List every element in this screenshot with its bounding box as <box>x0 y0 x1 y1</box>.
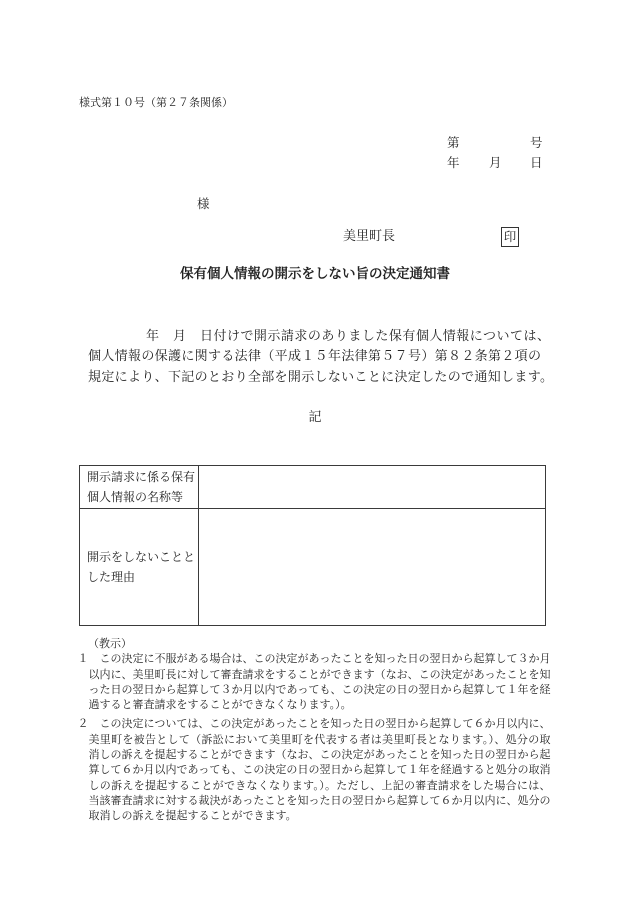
notice-item-number: １ <box>77 652 89 666</box>
table-label-line: 開示請求に係る保有 <box>87 470 196 484</box>
record-heading: 記 <box>308 409 322 425</box>
notice-line <box>0 651 630 666</box>
notice-item-2 <box>0 716 630 823</box>
body-line-3: 規定により、下記のとおり全部を開示しないことに決定したので通知します。 <box>88 369 553 385</box>
body-line-2: 個人情報の保護に関する法律（平成１５年法律第５７号）第８２条第２項の <box>88 349 541 364</box>
notice-line: 美里町を被告として（訴訟において美里町を代表する者は美里町長となります。）、処分の取 <box>88 732 551 746</box>
notice-line: しの訴えを提起することができなくなります。）。ただし、上記の審査請求をした場合には、 <box>88 778 551 792</box>
date-year-label: 年 <box>447 155 460 170</box>
reference-number-prefix: 第 <box>447 135 460 150</box>
table-row-name <box>80 466 545 508</box>
body-line-1: 年 月 日付けで開示請求のありました保有個人情報については、 <box>146 328 550 344</box>
table-row-reason <box>80 508 545 625</box>
form-table <box>79 465 546 626</box>
notice-line: 消しの訴えを提起することができます（なお、この決定があったことを知った日の翌日から起 <box>88 747 551 761</box>
reason-value-cell <box>199 509 545 625</box>
notice-line-text: この決定については、この決定があったことを知った日の翌日から起算して６か月以内に、 <box>99 717 551 731</box>
name-value-cell <box>199 466 545 508</box>
table-label-cell <box>80 466 199 508</box>
notice-line: 当該審査請求に対する裁決があったことを知った日の翌日から起算して６か月以内に、処分の <box>88 793 551 807</box>
date-day-label: 日 <box>530 155 543 170</box>
notice-line: 算して６か月以内であっても、この決定の日の翌日から起算して１年を経過すると処分の取消 <box>88 763 551 777</box>
notice-heading: （教示） <box>88 636 132 650</box>
table-label-line: 個人情報の名称等 <box>87 490 184 504</box>
addressee-honorific: 様 <box>197 196 210 211</box>
notice-line: 以内に、美里町長に対して審査請求をすることができます（なお、この決定があったことを知 <box>88 667 551 681</box>
notice-line: 取消しの訴えを提起することができます。 <box>88 809 297 823</box>
form-number: 様式第１０号（第２７条関係） <box>79 96 233 109</box>
reference-number-suffix: 号 <box>530 135 543 150</box>
notice-line-text: この決定に不服がある場合は、この決定があったことを知った日の翌日から起算して３か月 <box>99 652 551 666</box>
date-month-label: 月 <box>489 155 502 170</box>
table-label-line: 開示をしないことと <box>87 550 196 564</box>
document-title: 保有個人情報の開示をしない旨の決定通知書 <box>180 266 450 282</box>
notice-line <box>0 716 630 731</box>
table-label-line: した理由 <box>87 570 136 584</box>
table-label-cell <box>80 509 199 625</box>
notice-item-number: ２ <box>77 717 89 731</box>
seal-box: 印 <box>501 227 519 247</box>
notice-line: 過すると審査請求をすることができなくなります。）。 <box>88 698 352 712</box>
sender-name: 美里町長 <box>343 228 396 244</box>
notice-line: った日の翌日から起算して３か月以内であっても、この決定の日の翌日から起算して１年を経 <box>88 682 551 696</box>
notice-item-1 <box>0 651 630 712</box>
